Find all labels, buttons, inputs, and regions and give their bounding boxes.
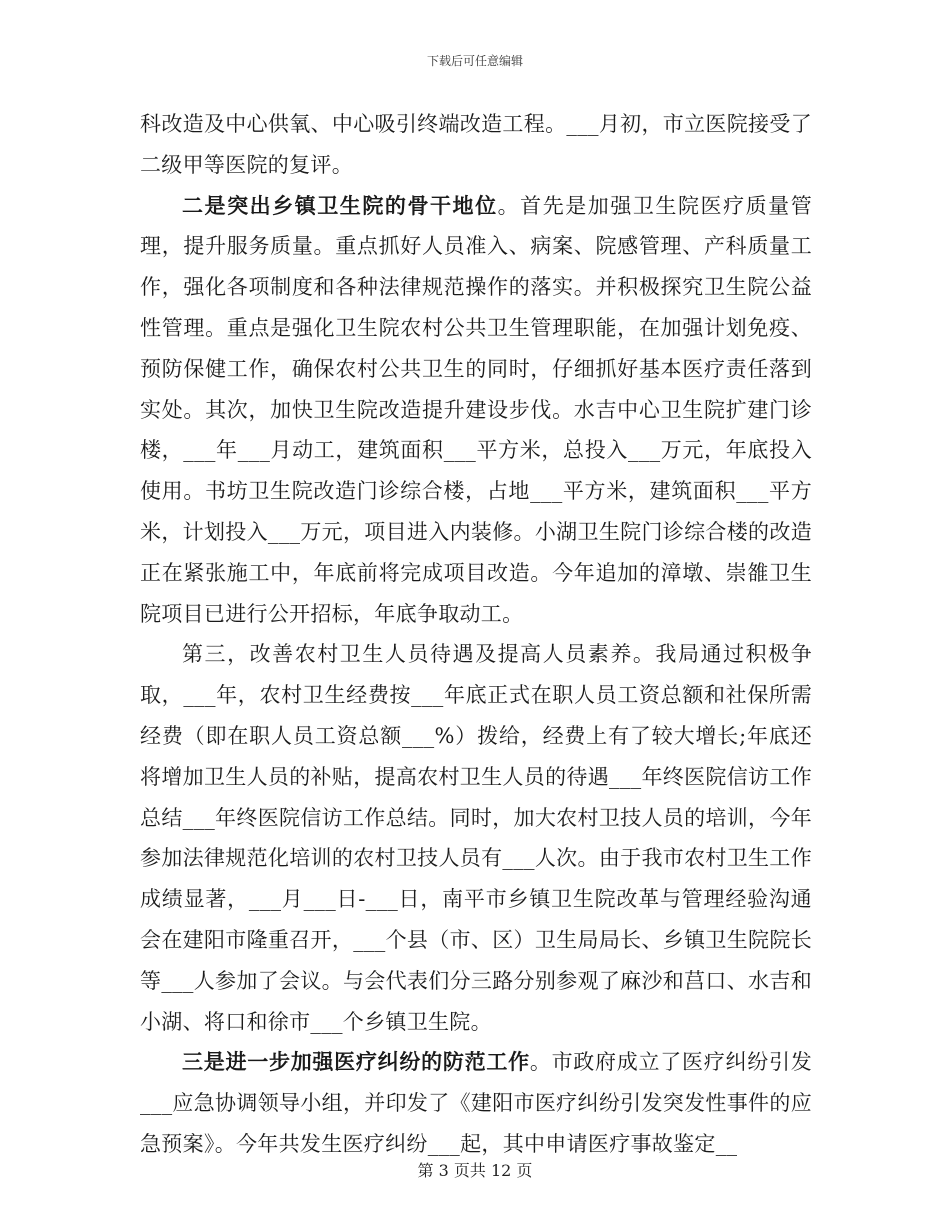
paragraph-4-heading: 三是进一步加强医疗纠纷的防范工作 [182, 1049, 530, 1075]
paragraph-3-text: 第三，改善农村卫生人员待遇及提高人员素养。我局通过积极争取，___年，农村卫生经费按___年底正式在职人员工资总额和社保所需经费（即在职人员工资总额___%）拨给，经费上有了较大增长;年底还将增加卫生人员的补贴，提高农村卫生人员的待遇___年终医院信访工作总结___年终医院信访工作总结。同时，加大农村卫技人员的培训，今年参加法律规范化培训的农村卫技人员有___人次。由于我市农村卫生工作成绩显著，___月___日-___日，南平市乡镇卫生院改革与管理经验沟通会在建阳市隆重召开，___个县（市、区）卫生局局长、乡镇卫生院院长等___人参加了会议。与会代表们分三路分别参观了麻沙和莒口、水吉和小湖、将口和徐市___个乡镇卫生院。 [140, 642, 812, 1034]
paragraph-2-heading: 二是突出乡镇卫生院的骨干地位 [182, 192, 498, 218]
paragraph-3 [140, 634, 812, 1042]
paragraph-4-text: 。市政府成立了医疗纠纷引发___应急协调领导小组，并印发了《建阳市医疗纠纷引发突发性事件的应急预案》。今年共发生医疗纠纷___起，其中申请医疗事故鉴定__ [140, 1050, 812, 1156]
paragraph-1 [140, 104, 812, 186]
paragraph-1-text: 科改造及中心供氧、中心吸引终端改造工程。___月初，市立医院接受了二级甲等医院的复评。 [140, 112, 812, 177]
document-body [140, 104, 812, 1165]
page-number: 第 3 页共 12 页 [417, 1161, 533, 1180]
page-header-note: 下载后可任意编辑 [426, 54, 523, 68]
paragraph-2-text: 。首先是加强卫生院医疗质量管理，提升服务质量。重点抓好人员准入、病案、院感管理、产科质量工作，强化各项制度和各种法律规范操作的落实。并积极探究卫生院公益性管理。重点是强化卫生院农村公共卫生管理职能，在加强计划免疫、预防保健工作，确保农村公共卫生的同时，仔细抓好基本医疗责任落到实处。其次，加快卫生院改造提升建设步伐。水吉中心卫生院扩建门诊楼，___年___月动工，建筑面积___平方米，总投入___万元，年底投入使用。书坊卫生院改造门诊综合楼，占地___平方米，建筑面积___平方米，计划投入___万元，项目进入内装修。小湖卫生院门诊综合楼的改造正在紧张施工中，年底前将完成项目改造。今年追加的漳墩、崇雒卫生院项目已进行公开招标，年底争取动工。 [140, 193, 812, 626]
paragraph-2 [140, 186, 812, 635]
paragraph-4 [140, 1042, 812, 1164]
